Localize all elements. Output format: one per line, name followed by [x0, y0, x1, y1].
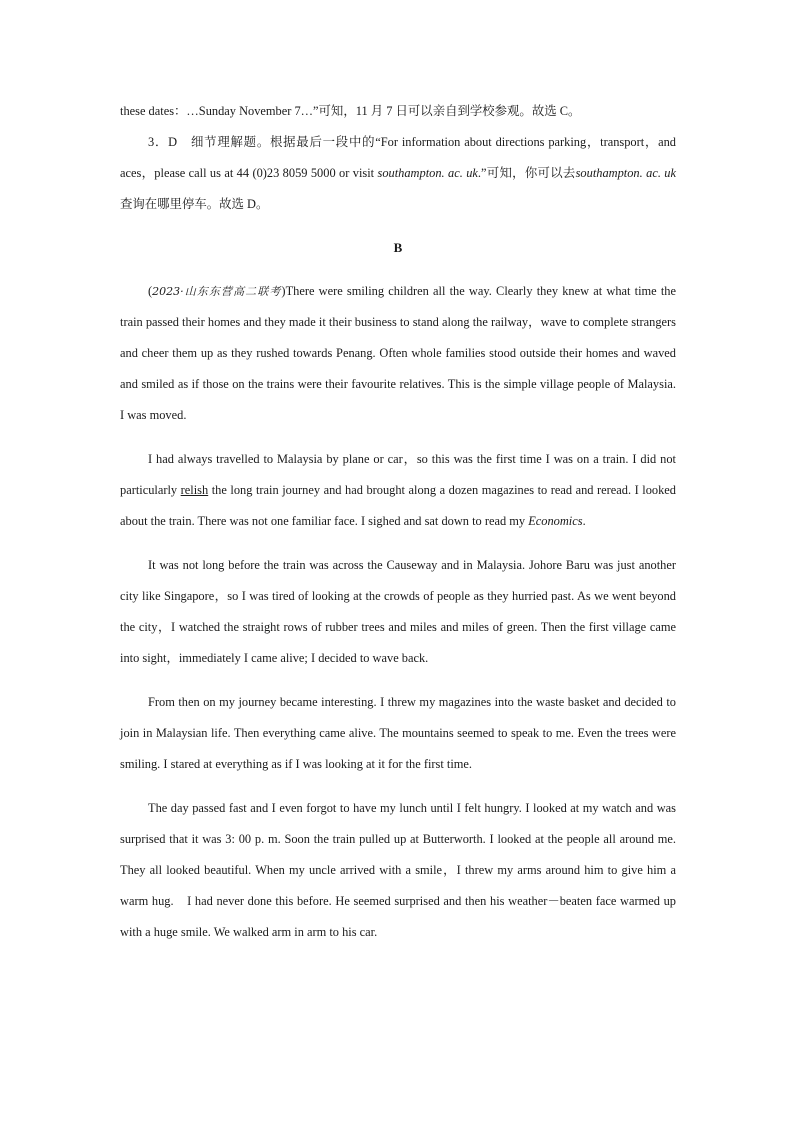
passage-paragraph-4: From then on my journey became interesting. I threw my magazines into the waste basket and decided to join in Malaysian life. Then everything came alive. The mountains seemed to speak to me. Even the trees were smiling. I stared at everything as if I was looking at it for the first time. [120, 695, 676, 771]
answer-q3-text-c: 查询在哪里停车。故选 D。 [120, 197, 269, 211]
paragraph-1-text: There were smiling children all the way. Clearly they knew at what time the train passed their homes and they made it their business to stand along the railway，wave to complete strangers and cheer them up as they rushed towards Penang. Often whole families stood outside their homes and waved and smiled as if those on the trains were their favourite relatives. This is the simple village people of Malaysia. I was moved. [120, 284, 676, 422]
source-label: 2023·山东东营高二联考 [152, 285, 282, 298]
section-title: B [393, 240, 403, 255]
document-content [120, 96, 676, 948]
answer-q3-text-b: .”可知，你可以去 [477, 166, 576, 180]
source-close: ) [281, 284, 286, 298]
passage-paragraph-5: The day passed fast and I even forgot to have my lunch until I felt hungry. I looked at my watch and was surprised that it was 3: 00 p. m. Soon the train pulled up at Butterworth. I looked at the people all around me. They all looked beautiful. When my uncle arrived with a smile，I threw my arms around him to give him a warm hug. I had never done this before. He seemed surprised and then his weather－beaten face warmed up with a huge smile. We walked arm in arm to his car. [120, 801, 676, 939]
passage-paragraph-3: It was not long before the train was across the Causeway and in Malaysia. Johore Baru was just another city like Singapore，so I was tired of looking at the crowds of people as they hurried past. As we went beyond the city，I watched the straight rows of rubber trees and miles and miles of green. Then the first village came into sight，immediately I came alive; I decided to wave back. [120, 558, 676, 665]
passage-paragraph-2 [120, 444, 676, 537]
source-open: ( [148, 284, 153, 298]
paragraph-2-text-a: I had always travelled to Malaysia by plane or car，so this was the first time I was on a train. I did not particularly [120, 452, 676, 497]
answer-q3 [120, 127, 676, 220]
paragraph-2-text-b: the long train journey and had brought along a dozen magazines to read and reread. I looked about the train. There was not one familiar face. I sighed and sat down to read my [120, 483, 676, 528]
answer-q3-text-a: 3．D 细节理解题。根据最后一段中的“For information about directions parking，transport，and aces，please call us at 44 (0)23 8059 5000 or visit [120, 135, 676, 180]
paragraph-2-text-c: . [582, 514, 586, 528]
passage-paragraph-1 [120, 276, 676, 431]
answer-line-q2-end [120, 96, 676, 127]
answer-q3-site-2: southampton. ac. uk [575, 166, 677, 180]
answer-q2-text: these dates：…Sunday November 7…”可知，11 月 7 日可以亲自到学校参观。故选 C。 [120, 104, 581, 118]
answer-q3-site-1: southampton. ac. uk [377, 166, 478, 180]
book-title-economics: Economics [528, 514, 583, 528]
underlined-word-relish: relish [180, 483, 209, 497]
